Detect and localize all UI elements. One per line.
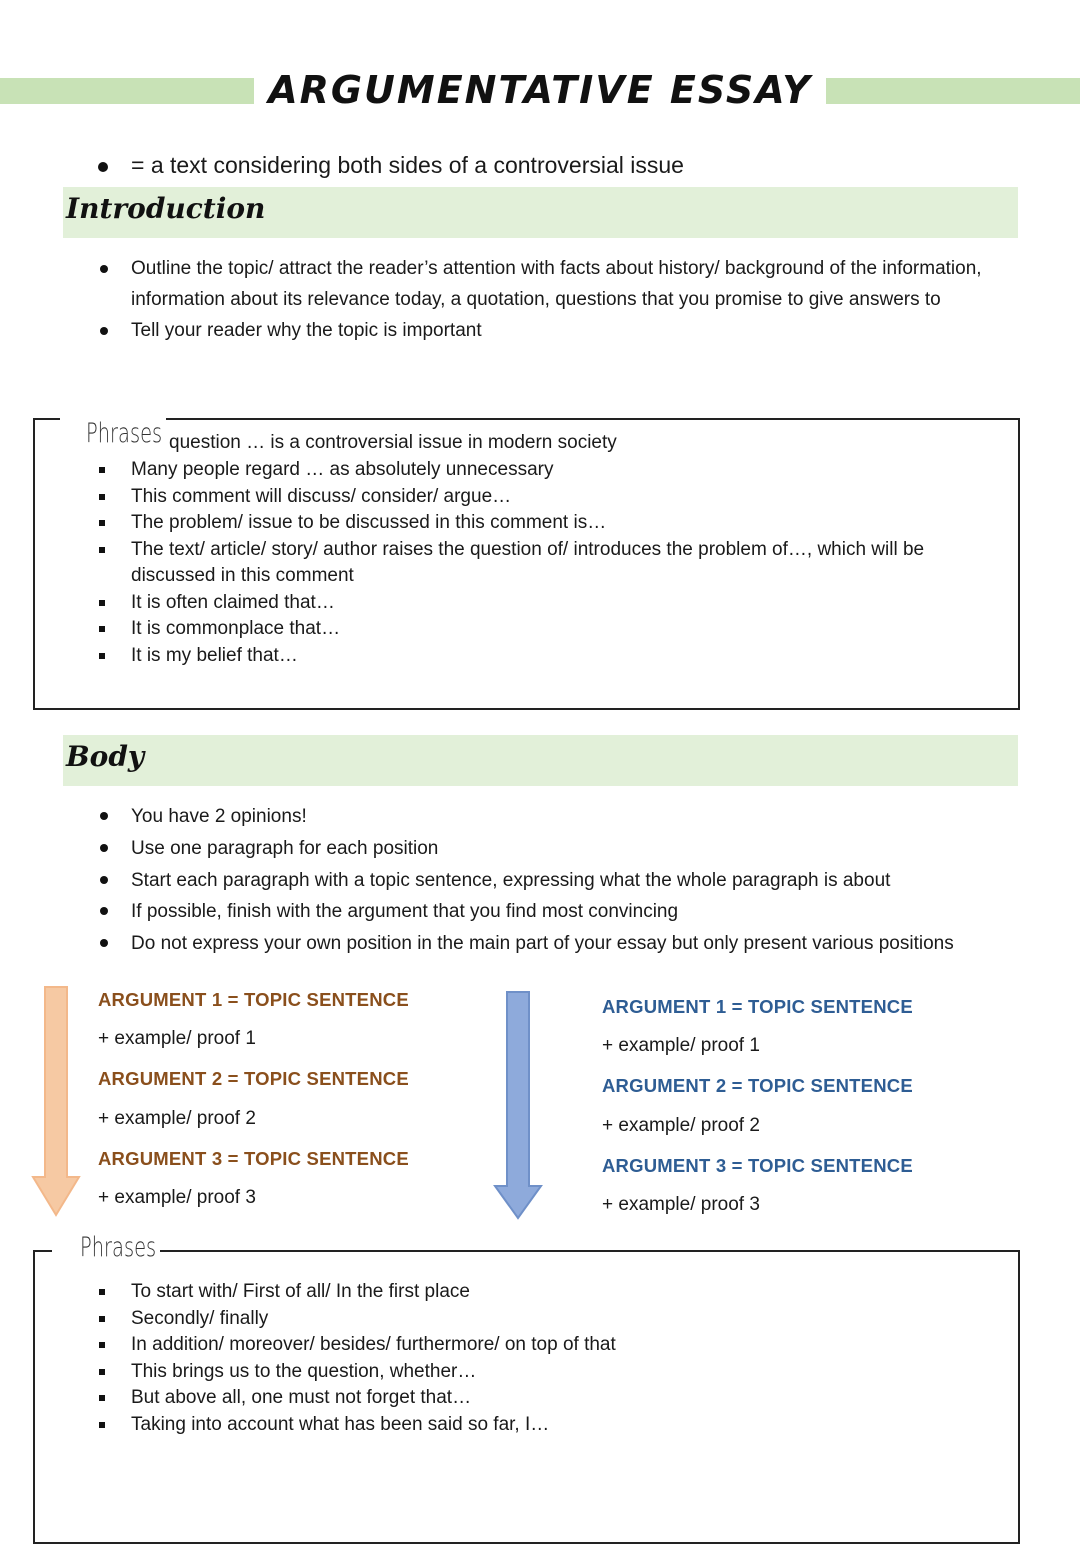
list-item: Taking into account what has been said so far, I… <box>63 1412 1013 1439</box>
left-argument-1-example: + example/ proof 1 <box>98 1028 256 1049</box>
introduction-phrases-list <box>63 457 1013 669</box>
left-argument-3-heading: ARGUMENT 3 = TOPIC SENTENCE <box>98 1148 409 1169</box>
list-item: To start with/ First of all/ In the first place <box>63 1279 1013 1306</box>
introduction-heading: Introduction <box>66 192 266 225</box>
list-item: But above all, one must not forget that… <box>63 1385 1013 1412</box>
list-item: Outline the topic/ attract the reader’s attention with facts about history/ background of the information, information about its relevance today, a quotation, questions that you promise to give answers to <box>63 254 1023 315</box>
body-heading-band <box>63 735 1018 786</box>
list-item: Use one paragraph for each position <box>63 833 1053 865</box>
list-item: This brings us to the question, whether… <box>63 1359 1013 1386</box>
introduction-phrases-label: Phrases <box>86 418 163 449</box>
list-item: Start each paragraph with a topic sentence, expressing what the whole paragraph is about <box>63 865 1053 897</box>
right-argument-3-heading: ARGUMENT 3 = TOPIC SENTENCE <box>602 1155 913 1176</box>
list-item: Tell your reader why the topic is important <box>63 316 1023 347</box>
right-argument-2-example: + example/ proof 2 <box>602 1115 760 1136</box>
left-argument-2-heading: ARGUMENT 2 = TOPIC SENTENCE <box>98 1068 409 1089</box>
list-item: Secondly/ finally <box>63 1306 1013 1333</box>
list-item: Do not express your own position in the main part of your essay but only present various positions <box>63 928 1053 960</box>
definition-text: = a text considering both sides of a controversial issue <box>131 152 684 178</box>
body-phrases-list <box>63 1279 1013 1438</box>
list-item: You have 2 opinions! <box>63 801 1053 833</box>
right-argument-1-heading: ARGUMENT 1 = TOPIC SENTENCE <box>602 996 913 1017</box>
body-bullet-list <box>63 801 1053 960</box>
list-item: If possible, finish with the argument that you find most convincing <box>63 896 1053 928</box>
right-argument-1-example: + example/ proof 1 <box>602 1035 760 1056</box>
introduction-phrase-first: question … is a controversial issue in modern society <box>169 432 617 453</box>
body-phrases-label: Phrases <box>80 1232 157 1263</box>
left-argument-3-example: + example/ proof 3 <box>98 1187 256 1208</box>
orange-down-arrow-icon <box>30 985 82 1219</box>
body-heading: Body <box>66 740 145 773</box>
blue-down-arrow-icon <box>492 990 544 1222</box>
left-argument-1-heading: ARGUMENT 1 = TOPIC SENTENCE <box>98 989 409 1010</box>
list-item: It is commonplace that… <box>63 616 1013 643</box>
right-argument-2-heading: ARGUMENT 2 = TOPIC SENTENCE <box>602 1075 913 1096</box>
list-item: This comment will discuss/ consider/ argue… <box>63 484 1013 511</box>
list-item: Many people regard … as absolutely unnecessary <box>63 457 1013 484</box>
list-item: The text/ article/ story/ author raises the question of/ introduces the problem of…, which will be discussed in this comment <box>63 537 1013 590</box>
introduction-bullet-list <box>63 254 1023 347</box>
page-title: ARGUMENTATIVE ESSAY <box>0 68 1080 112</box>
definition-bullet <box>98 162 108 172</box>
left-argument-2-example: + example/ proof 2 <box>98 1108 256 1129</box>
right-argument-3-example: + example/ proof 3 <box>602 1194 760 1215</box>
list-item: It is my belief that… <box>63 643 1013 670</box>
list-item: In addition/ moreover/ besides/ furthermore/ on top of that <box>63 1332 1013 1359</box>
list-item: It is often claimed that… <box>63 590 1013 617</box>
list-item: The problem/ issue to be discussed in this comment is… <box>63 510 1013 537</box>
